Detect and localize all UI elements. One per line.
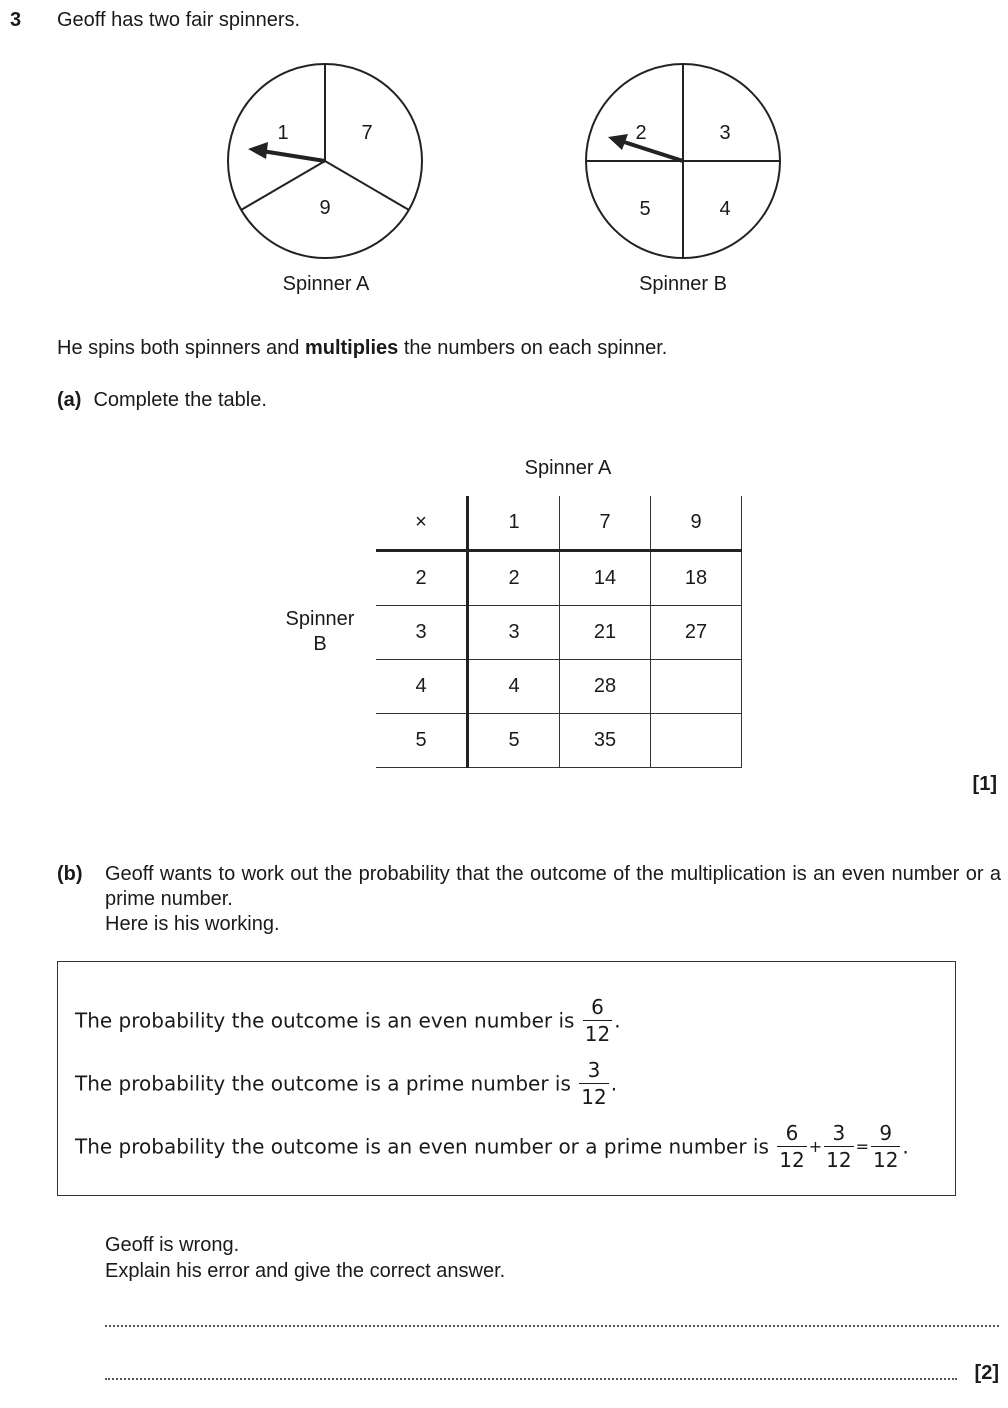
fraction-denominator: 12 — [584, 1022, 611, 1046]
fraction-numerator: 6 — [777, 1120, 806, 1147]
answer-cell[interactable] — [651, 660, 742, 714]
part-b-question — [105, 1232, 505, 1284]
spinner-a-divider — [325, 161, 409, 210]
side-label-line2: B — [313, 633, 327, 655]
working-line-3-text: The probability the outcome is an even number or a prime number is — [75, 1134, 769, 1159]
table-row — [376, 551, 742, 606]
working-line-1-text: The probability the outcome is an even number is — [75, 1008, 575, 1033]
spinner-a-section-label: 1 — [277, 122, 289, 144]
fraction — [824, 1120, 853, 1173]
table-side-label — [270, 607, 370, 657]
spinner-a-label: Spinner A — [282, 273, 370, 295]
period: . — [614, 1008, 621, 1033]
fraction-denominator: 12 — [826, 1148, 852, 1172]
table-cell: 28 — [560, 660, 651, 714]
spinner-b-section-label: 5 — [639, 198, 651, 220]
table-cell: 2 — [468, 551, 560, 606]
spinner-b-section-label: 3 — [719, 122, 731, 144]
fraction-numerator: 3 — [824, 1120, 853, 1147]
fraction-numerator: 6 — [583, 994, 612, 1021]
table-cell: 18 — [651, 551, 742, 606]
row-header-cell: 5 — [376, 714, 468, 768]
equals-sign: = — [855, 1137, 869, 1156]
intro-after: the numbers on each spinner. — [398, 337, 668, 359]
table-header-cell: 1 — [468, 496, 560, 551]
fraction-denominator: 12 — [581, 1085, 607, 1109]
arrowhead-icon — [608, 134, 628, 150]
spinner-b-label: Spinner B — [639, 273, 727, 295]
answer-cell[interactable] — [651, 714, 742, 768]
answer-line[interactable] — [105, 1378, 957, 1380]
row-header-cell: 4 — [376, 660, 468, 714]
part-b-tail-line2: Explain his error and give the correct answer. — [105, 1260, 506, 1282]
fraction — [871, 1120, 900, 1173]
row-header-cell: 3 — [376, 606, 468, 660]
fraction — [583, 994, 612, 1047]
spinner-a-divider — [241, 161, 325, 210]
working-line-1 — [75, 994, 621, 1047]
spinner-a-pointer — [262, 151, 325, 161]
working-line-2 — [75, 1057, 617, 1110]
row-header-cell: 2 — [376, 551, 468, 606]
table-cell: 4 — [468, 660, 560, 714]
part-a-prompt — [57, 389, 267, 412]
table-heading: Spinner A — [524, 457, 612, 479]
part-a-text: Complete the table. — [93, 389, 267, 411]
spinner-a-diagram — [224, 62, 428, 266]
part-b-label: (b) — [57, 863, 83, 885]
question-number: 3 — [10, 9, 22, 31]
question-text: Geoff has two fair spinners. — [57, 9, 301, 31]
fraction-numerator: 3 — [579, 1057, 608, 1084]
multiplication-table — [376, 496, 742, 768]
fraction — [579, 1057, 608, 1110]
intro-before: He spins both spinners and — [57, 337, 305, 359]
part-b-line1: Geoff wants to work out the probability that the outcome of the multiplication is an even number or a prime number. — [105, 863, 1001, 910]
table-cell: 3 — [468, 606, 560, 660]
fraction-denominator: 12 — [779, 1148, 805, 1172]
table-cell: 5 — [468, 714, 560, 768]
table-cell: 27 — [651, 606, 742, 660]
fraction-numerator: 9 — [871, 1120, 900, 1147]
fraction-denominator: 12 — [872, 1148, 899, 1172]
table-header-cell: 9 — [651, 496, 742, 551]
spinner-a-section-label: 7 — [361, 122, 373, 144]
table-header-row — [376, 496, 742, 551]
part-b-mark: [2] — [974, 1362, 999, 1384]
working-box — [57, 961, 956, 1196]
part-b-line2: Here is his working. — [105, 913, 280, 935]
intro-bold: multiplies — [304, 337, 399, 359]
part-b-tail-line1: Geoff is wrong. — [105, 1234, 240, 1256]
part-a-label: (a) — [57, 389, 82, 411]
table-cell: 21 — [560, 606, 651, 660]
side-label-line1: Spinner — [285, 608, 355, 630]
part-b-prompt — [57, 862, 1001, 937]
table-row — [376, 660, 742, 714]
spinner-a-section-label: 9 — [319, 197, 331, 219]
table-cell: 14 — [560, 551, 651, 606]
working-line-2-text: The probability the outcome is a prime number is — [75, 1071, 571, 1096]
spinner-b-section-label: 4 — [719, 198, 731, 220]
working-line-3 — [75, 1120, 909, 1173]
table-row — [376, 714, 742, 768]
spinner-b-section-label: 2 — [635, 122, 647, 144]
intro-text — [57, 337, 667, 360]
plus-sign: + — [808, 1137, 823, 1156]
table-header-cell: × — [376, 496, 468, 551]
answer-line[interactable] — [105, 1325, 999, 1327]
table-header-cell: 7 — [560, 496, 651, 551]
table-cell: 35 — [560, 714, 651, 768]
fraction — [777, 1120, 806, 1173]
part-a-mark: [1] — [972, 773, 997, 795]
period: . — [610, 1071, 618, 1096]
arrowhead-icon — [248, 142, 268, 159]
period: . — [902, 1134, 909, 1159]
table-row — [376, 606, 742, 660]
spinner-b-pointer — [624, 142, 683, 161]
spinner-b-diagram — [582, 62, 786, 266]
